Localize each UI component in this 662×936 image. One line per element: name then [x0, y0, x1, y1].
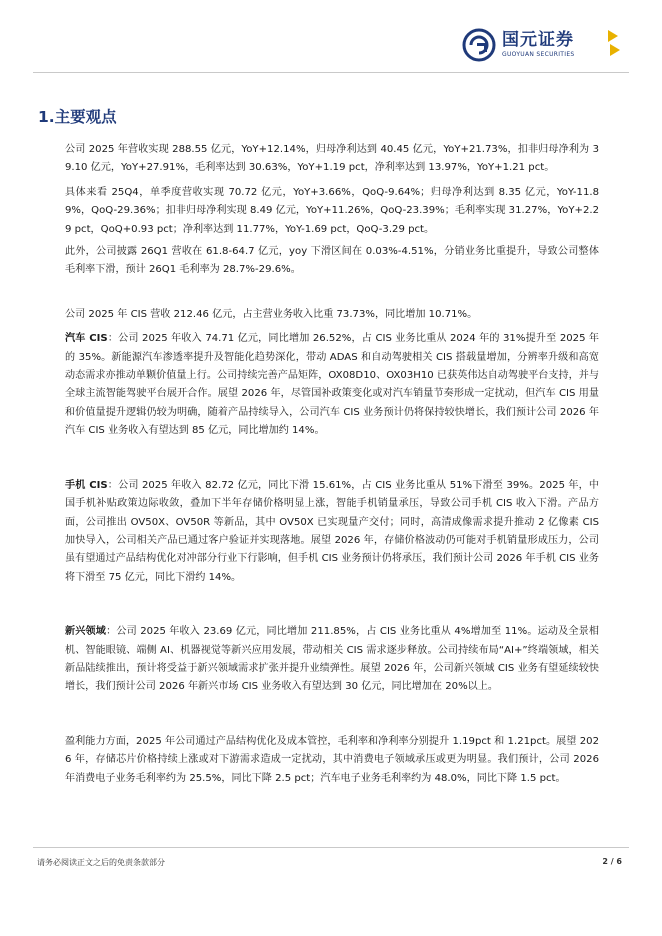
- paragraph-cis-revenue: 公司 2025 年 CIS 营收 212.46 亿元，占主营业务收入比重 73.73%，同比增加 10.71%。: [65, 308, 478, 320]
- footer-disclaimer: 请务必阅读正文之后的免责条款部分: [37, 858, 165, 867]
- paragraph-emerging: [65, 623, 599, 697]
- phone-cis-label: 手机 CIS: [65, 479, 108, 491]
- main-content: [65, 141, 599, 788]
- phone-cis-text: ：公司 2025 年收入 82.72 亿元，同比下滑 15.61%，占 CIS 业务比重从 51%下滑至 39%。2025 年，中国手机补贴政策边际收敛，叠加下半年存储价格明显上涨，智能手机销量承压，导致公司手机 CIS 收入下滑。产品方面，公司推出 OV50X、OV50R 等新品，其中 OV50X 已实现量产交付；同时，高清成像需求提升推动 2 亿像素 CIS 加快导入，公司相关产品已通过客户验证并实现落地。展望 2026 年，存储价格波动仍可能对手机销量形成压力，公司虽有望通过产品结构优化对冲部分行业下行影响，但手机 CIS 业务预计仍将承压，我们预计公司 2026 年手机 CIS 业务将下滑至 75 亿元，同比下滑约 14%。: [65, 479, 599, 583]
- paragraph-phone-cis: [65, 477, 599, 587]
- paragraph-annual-results: 公司 2025 年营收实现 288.55 亿元，YoY+12.14%，归母净利达到 40.45 亿元，YoY+21.73%，扣非归母净利为 39.10 亿元，YoY+27.91%，毛利率达到 30.63%，YoY+1.19 pct，净利率达到 13.97%，YoY+1.21 pct。: [65, 144, 599, 174]
- guoyuan-logo-icon: [462, 28, 496, 62]
- logo-cn-text: 国元证券: [502, 30, 574, 50]
- logo-en-text: GUOYUAN SECURITIES: [502, 51, 575, 58]
- footer-divider: [33, 847, 629, 848]
- paragraph-q1-guidance: 此外，公司披露 26Q1 营收在 61.8-64.7 亿元，yoy 下滑区间在 0.03%-4.51%，分销业务比重提升，导致公司整体毛利率下滑，预计 26Q1 毛利率为 28.7%-29.6%。: [65, 246, 599, 276]
- paragraph-q4-results: 具体来看 25Q4，单季度营收实现 70.72 亿元，YoY+3.66%，QoQ-9.64%；归母净利达到 8.35 亿元，YoY-11.89%，QoQ-29.36%；扣非归母净利实现 8.49 亿元，YoY+11.26%，QoQ-23.39%；毛利率实现 31.27%，YoY+2.29 pct，QoQ+0.93 pct；净利率达到 11.77%，YoY-1.69 pct，QoQ-3.29 pct。: [65, 186, 599, 235]
- logo-triangles-icon: [608, 30, 620, 60]
- paragraph-profitability: 盈利能力方面，2025 年公司通过产品结构优化及成本管控，毛利率和净利率分别提升 1.19pct 和 1.21pct。展望 2026 年，存储芯片价格持续上涨或对下游需求造成一定扰动，其中消费电子领域承压或更为明显。我们预计，公司 2026 年消费电子业务毛利率约为 25.5%，同比下降 2.5 pct；汽车电子业务毛利率约为 48.0%，同比下降 1.5 pct。: [65, 735, 599, 784]
- paragraph-auto-cis: [65, 330, 599, 440]
- auto-cis-label: 汽车 CIS: [65, 333, 108, 345]
- section-title: 1.主要观点: [38, 108, 117, 126]
- emerging-text: ：公司 2025 年收入 23.69 亿元，同比增加 211.85%，占 CIS 业务比重从 4%增加至 11%。运动及全景相机、智能眼镜、端侧 AI、机器视觉等新兴应用发展，带动相关 CIS 需求逐步释放。公司持续布局“AI+”终端领域，相关新品陆续推出，预计将受益于新兴领域需求扩张并提升业绩弹性。展望 2026 年，公司新兴领域 CIS 业务有望延续较快增长，我们预计公司 2026 年新兴市场 CIS 业务收入有望达到 30 亿元，同比增加在 20%以上。: [65, 626, 600, 693]
- emerging-label: 新兴领域: [65, 626, 107, 638]
- header-divider: [33, 72, 629, 73]
- company-logo: [462, 28, 612, 62]
- auto-cis-text: ：公司 2025 年收入 74.71 亿元，同比增加 26.52%，占 CIS 业务比重从 2024 年的 31%提升至 2025 年的 35%。新能源汽车渗透率提升及智能化趋势深化，带动 ADAS 和自动驾驶相关 CIS 搭载量增加，分辨率升级和高宽动态需求亦推动单颗价值量上行。公司持续完善产品矩阵，OX08D10、OX03H10 已获英伟达自动驾驶平台支持，并与全球主流智能驾驶平台展开合作。展望 2026 年，尽管国补政策变化或对汽车销量节奏形成一定扰动，但汽车 CIS 用量和价值量提升逻辑仍较为明确，随着产品持续导入，公司汽车 CIS 业务预计仍将保持较快增长，我们预计公司 2026 年汽车 CIS 业务收入有望达到 85 亿元，同比增加约 14%。: [65, 333, 599, 437]
- page-number: 2 / 6: [602, 857, 622, 866]
